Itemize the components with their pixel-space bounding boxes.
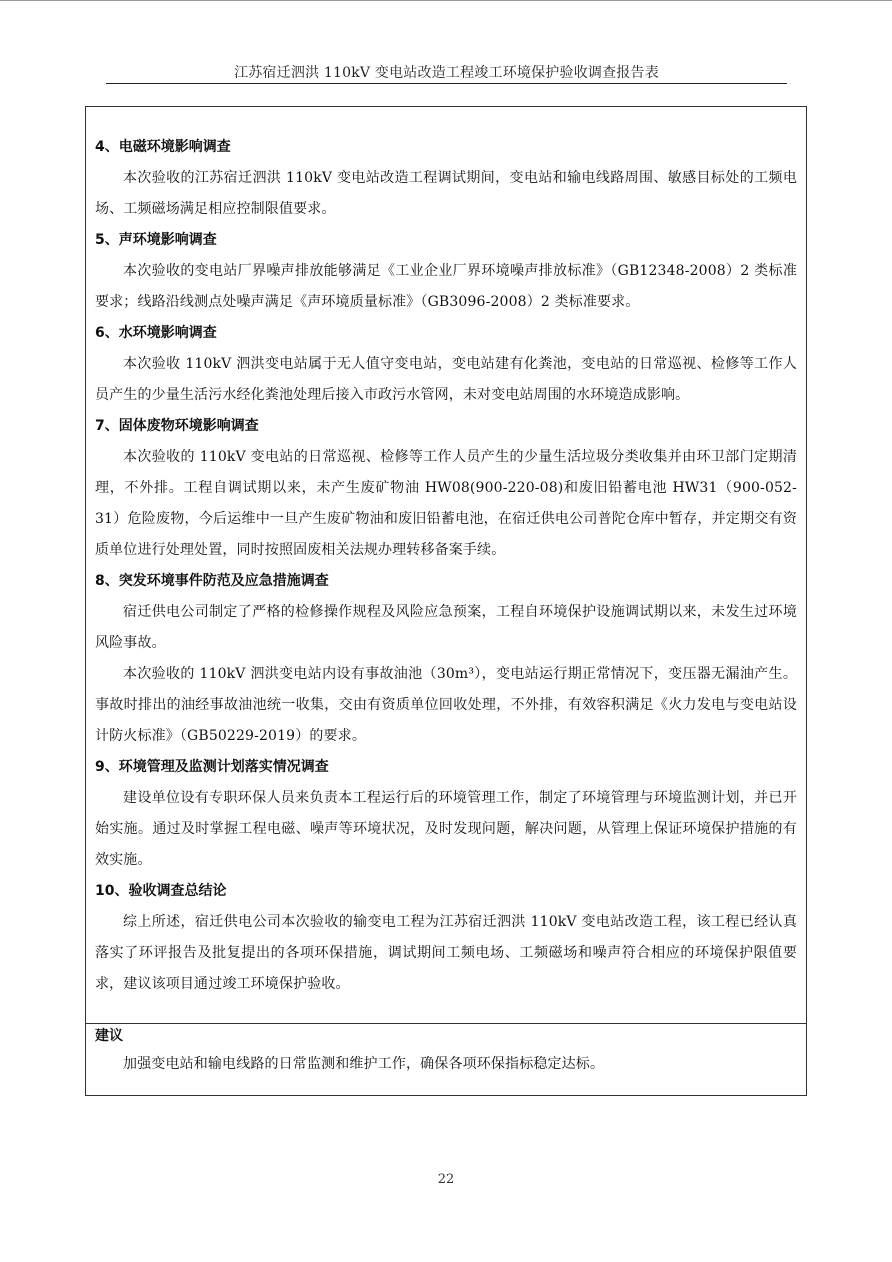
section-heading: 10、验收调查总结论 <box>95 883 227 899</box>
section-heading: 5、声环境影响调查 <box>95 232 217 248</box>
recommendation-heading: 建议 <box>95 1028 123 1044</box>
recommendation-text: 加强变电站和输电线路的日常监测和维护工作，确保各项环保指标稳定达标。 <box>123 1056 605 1072</box>
section-heading: 4、电磁环境影响调查 <box>95 139 231 155</box>
header-rule <box>106 83 787 84</box>
section-paragraph: 本次验收的江苏宿迁泗洪 110kV 变电站改造工程调试期间，变电站和输电线路周围、敏感目标处的工频电场、工频磁场满足相应控制限值要求。 <box>95 170 797 217</box>
section-paragraph: 本次验收的变电站厂界噪声排放能够满足《工业企业厂界环境噪声排放标准》（GB12348-2008）2 类标准要求；线路沿线测点处噪声满足《声环境质量标准》（GB3096-2008）2 类标准要求。 <box>95 263 797 310</box>
survey-content-cell <box>86 107 806 1000</box>
section-management <box>95 752 797 876</box>
section-heading: 8、突发环境事件防范及应急措施调查 <box>95 573 329 589</box>
section-heading: 6、水环境影响调查 <box>95 325 217 341</box>
page-top-edge <box>0 0 892 1</box>
section-conclusion <box>95 876 797 1000</box>
section-water <box>95 318 797 411</box>
recommendation-cell <box>86 1024 806 1080</box>
page-number: 22 <box>437 1172 455 1187</box>
section-heading: 9、环境管理及监测计划落实情况调查 <box>95 759 329 775</box>
section-paragraph: 综上所述，宿迁供电公司本次验收的输变电工程为江苏宿迁泗洪 110kV 变电站改造工程，该工程已经认真落实了环评报告及批复提出的各项环保措施，调试期间工频电场、工频磁场和噪声符合相应的环境保护限值要求，建议该项目通过竣工环境保护验收。 <box>95 914 797 992</box>
section-paragraph: 本次验收的 110kV 泗洪变电站内设有事故油池（30m³），变电站运行期正常情况下，变压器无漏油产生。事故时排出的油经事故油池统一收集，交由有资质单位回收处理，不外排，有效容积满足《火力发电与变电站设计防火标准》（GB50229-2019）的要求。 <box>95 666 797 744</box>
section-paragraph: 建设单位设有专职环保人员来负责本工程运行后的环境管理工作，制定了环境管理与环境监测计划，并已开始实施。通过及时掌握工程电磁、噪声等环境状况，及时发现问题，解决问题，从管理上保证环境保护措施的有效实施。 <box>95 790 797 868</box>
report-table-frame <box>85 106 807 1096</box>
section-electromagnetic <box>95 132 797 225</box>
section-solid-waste <box>95 411 797 566</box>
section-paragraph: 本次验收的 110kV 变电站的日常巡视、检修等工作人员产生的少量生活垃圾分类收集并由环卫部门定期清理，不外排。工程自调试期以来，未产生废矿物油 HW08(900-220-08)和废旧铅蓄电池 HW31（900-052-31）危险废物，今后运维中一旦产生废矿物油和废旧铅蓄电池，在宿迁供电公司普陀仓库中暂存，并定期交有资质单位进行处理处置，同时按照固废相关法规办理转移备案手续。 <box>95 449 797 558</box>
section-acoustic <box>95 225 797 318</box>
section-paragraph: 宿迁供电公司制定了严格的检修操作规程及风险应急预案，工程自环境保护设施调试期以来，未发生过环境风险事故。 <box>95 604 797 651</box>
section-heading: 7、固体废物环境影响调查 <box>95 418 259 434</box>
section-emergency <box>95 566 797 752</box>
section-paragraph: 本次验收 110kV 泗洪变电站属于无人值守变电站，变电站建有化粪池，变电站的日常巡视、检修等工作人员产生的少量生活污水经化粪池处理后接入市政污水管网，未对变电站周围的水环境造成影响。 <box>95 356 797 403</box>
page-header-title: 江苏宿迁泗洪 110kV 变电站改造工程竣工环境保护验收调查报告表 <box>234 65 659 81</box>
